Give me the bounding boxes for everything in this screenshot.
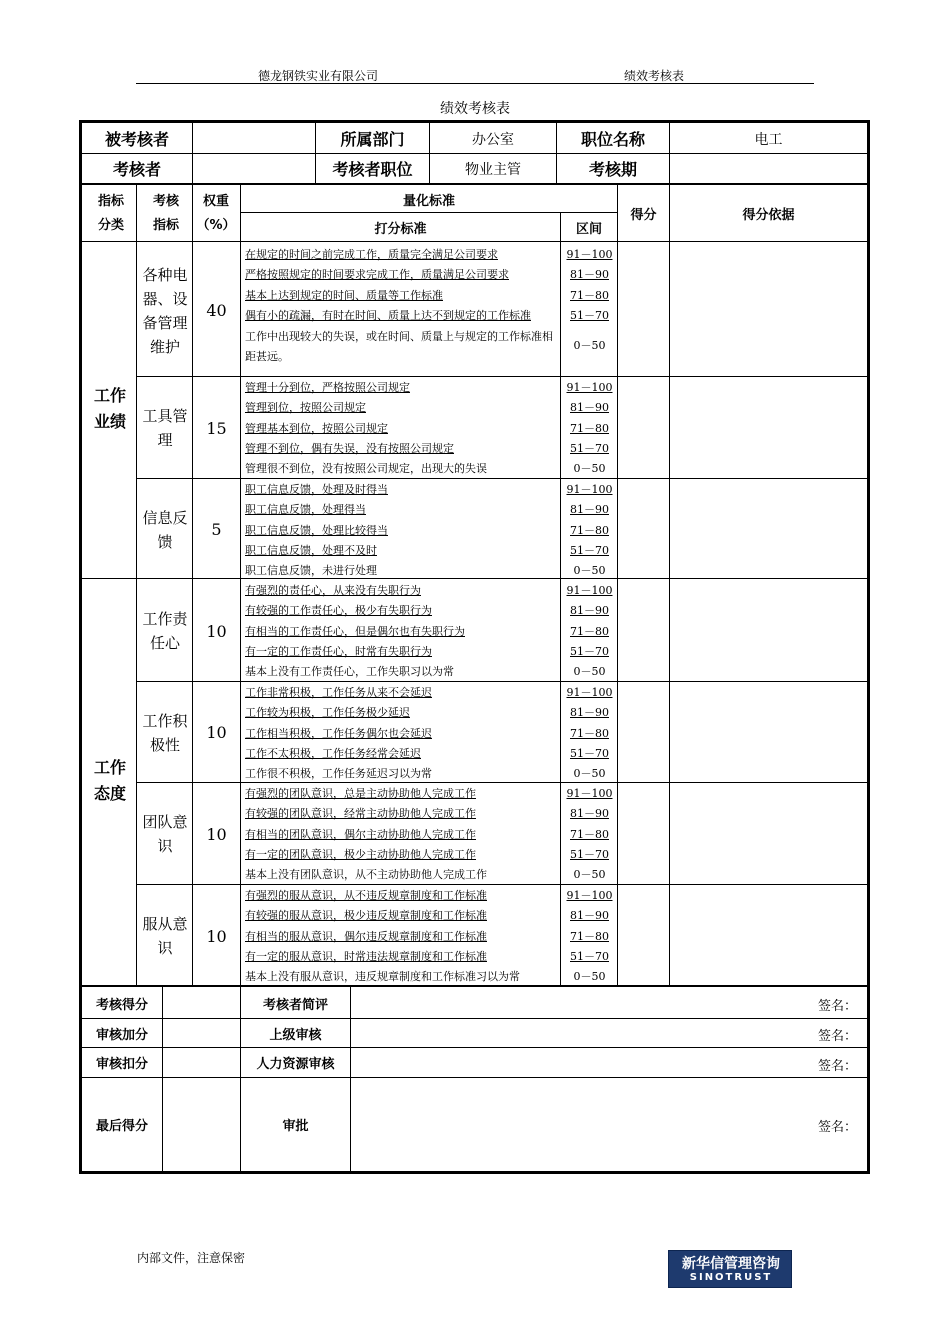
criteria-range: 91－100 — [566, 787, 613, 800]
criteria-range: 51－70 — [570, 308, 609, 322]
indicator-name: 服从意识 — [142, 915, 188, 957]
examiner-position-label: 考核者职位 — [332, 160, 413, 179]
bottom-label-bonus: 审核加分 — [95, 1027, 148, 1043]
indicator-weight: 10 — [206, 621, 227, 641]
indicator-name: 工作责任心 — [142, 610, 188, 652]
bottom-review-approval: 审批 — [282, 1119, 309, 1134]
grid-line — [82, 1018, 867, 1019]
criteria-text: 基本上没有服从意识，违反规章制度和工作标准习以为常 — [245, 970, 520, 984]
grid-line — [240, 185, 241, 985]
examinee-label: 被考核者 — [104, 130, 169, 149]
criteria-range: 51－70 — [570, 847, 609, 861]
logo-chinese-text: 新华信管理咨询 — [682, 1256, 780, 1272]
period-label: 考核期 — [588, 160, 637, 179]
criteria-range: 81－90 — [570, 401, 609, 415]
criteria-range: 0－50 — [573, 868, 606, 882]
header-quant-standard: 量化标准 — [402, 193, 455, 209]
criteria-text: 职工信息反馈，处理得当 — [245, 503, 366, 517]
criteria-range: 71－80 — [570, 827, 609, 841]
criteria-text: 工作不太积极，工作任务经常会延迟 — [245, 746, 421, 760]
criteria-text: 严格按照规定的时间要求完成工作，质量满足公司要求 — [245, 268, 509, 282]
criteria-text: 有较强的团队意识，经常主动协助他人完成工作 — [245, 807, 476, 821]
footer-confidential-note: 内部文件，注意保密 — [137, 1251, 246, 1265]
grid-line — [82, 1047, 867, 1048]
indicator-weight: 10 — [206, 723, 227, 742]
grid-line — [82, 183, 867, 185]
category-performance: 工作业绩 — [93, 386, 126, 431]
criteria-text: 工作很不积极，工作任务延迟习以为常 — [245, 767, 432, 781]
criteria-range: 81－90 — [570, 268, 609, 282]
criteria-range: 91－100 — [566, 381, 613, 394]
criteria-range: 0－50 — [573, 339, 606, 353]
criteria-range: 71－80 — [570, 929, 609, 943]
bottom-label-deduction: 审核扣分 — [95, 1057, 148, 1072]
header-criteria: 打分标准 — [374, 222, 427, 237]
indicator-name: 工作积极性 — [142, 711, 188, 754]
grid-line — [136, 478, 867, 479]
grid-line — [136, 185, 137, 985]
criteria-range: 51－70 — [570, 746, 609, 760]
criteria-text: 有强烈的服从意识，从不违反规章制度和工作标准 — [245, 889, 487, 902]
criteria-text: 职工信息反馈，未进行处理 — [245, 564, 377, 578]
indicator-name: 工具管理 — [142, 407, 188, 449]
grid-line — [136, 884, 867, 885]
criteria-text: 工作较为积极，工作任务极少延迟 — [245, 706, 410, 720]
bottom-label-final: 最后得分 — [95, 1119, 148, 1134]
criteria-text: 有强烈的责任心，从来没有失职行为 — [245, 584, 421, 597]
bottom-label-score: 考核得分 — [95, 997, 148, 1013]
examinee-value[interactable] — [193, 124, 315, 153]
criteria-text: 偶有小的疏漏，有时在时间、质量上达不到规定的工作标准 — [245, 308, 531, 322]
signature-superior[interactable]: 签名： — [818, 1029, 858, 1044]
criteria-text: 管理基本到位，按照公司规定 — [245, 421, 388, 435]
department-label: 所属部门 — [340, 130, 405, 149]
criteria-range: 51－70 — [570, 644, 609, 658]
grid-line — [162, 987, 163, 1171]
criteria-text: 有一定的工作责任心，时常有失职行为 — [245, 644, 432, 658]
indicator-weight: 10 — [206, 824, 227, 844]
period-value[interactable] — [670, 154, 867, 183]
grid-line — [669, 185, 670, 985]
criteria-text: 工作非常积极，工作任务从来不会延迟 — [245, 686, 432, 699]
criteria-range: 0－50 — [573, 564, 606, 578]
criteria-range: 51－70 — [570, 543, 609, 557]
examiner-position-value[interactable]: 物业主管 — [465, 161, 521, 178]
bottom-review-hr: 人力资源审核 — [256, 1057, 335, 1072]
criteria-text: 管理十分到位，严格按照公司规定 — [245, 381, 410, 394]
examiner-label: 考核者 — [112, 160, 161, 179]
indicator-weight: 5 — [211, 520, 222, 539]
grid-line — [82, 241, 867, 242]
criteria-range: 91－100 — [566, 584, 613, 597]
criteria-range: 0－50 — [573, 970, 606, 984]
criteria-range: 51－70 — [570, 441, 609, 455]
criteria-text: 有相当的工作责任心，但是偶尔也有失职行为 — [245, 624, 465, 638]
criteria-range: 0－50 — [573, 767, 606, 781]
header-company: 德龙钢铁实业有限公司 — [258, 69, 379, 83]
grid-line — [136, 376, 867, 377]
header-range: 区间 — [575, 222, 602, 237]
criteria-text: 在规定的时间之前完成工作，质量完全满足公司要求 — [245, 248, 498, 261]
category-attitude: 工作态度 — [93, 758, 126, 803]
criteria-text: 工作中出现较大的失误，或在时间、质量上与规定的工作标准相距甚远。 — [245, 330, 553, 364]
header-weight: 权重（%） — [196, 194, 236, 233]
grid-line — [82, 1077, 867, 1078]
criteria-text: 管理不到位，偶有失误，没有按照公司规定 — [245, 441, 454, 455]
signature-examiner[interactable]: 签名： — [818, 999, 858, 1014]
criteria-text: 职工信息反馈，处理比较得当 — [245, 523, 388, 537]
criteria-range: 0－50 — [573, 462, 606, 476]
header-score: 得分 — [630, 208, 657, 223]
signature-hr[interactable]: 签名： — [818, 1059, 858, 1074]
criteria-range: 81－90 — [570, 503, 609, 517]
criteria-range: 51－70 — [570, 949, 609, 963]
criteria-range: 81－90 — [570, 604, 609, 618]
indicator-name: 各种电器、设备管理维护 — [142, 265, 188, 356]
criteria-text: 有相当的团队意识，偶尔主动协助他人完成工作 — [245, 827, 476, 841]
criteria-range: 81－90 — [570, 807, 609, 821]
criteria-range: 81－90 — [570, 909, 609, 923]
header-rule — [136, 83, 814, 84]
indicator-name: 团队意识 — [142, 813, 188, 855]
sinotrust-logo — [668, 1250, 792, 1288]
criteria-range: 0－50 — [573, 665, 606, 679]
criteria-range: 71－80 — [570, 726, 609, 740]
criteria-range: 91－100 — [566, 483, 613, 496]
document-title: 绩效考核表 — [440, 101, 510, 117]
criteria-text: 职工信息反馈，处理及时得当 — [245, 483, 388, 496]
criteria-range: 71－80 — [570, 624, 609, 638]
header-score-basis: 得分依据 — [742, 208, 795, 223]
criteria-range: 81－90 — [570, 706, 609, 720]
criteria-text: 有相当的服从意识，偶尔违反规章制度和工作标准 — [245, 929, 487, 943]
signature-approval[interactable]: 签名： — [818, 1120, 858, 1135]
indicator-weight: 15 — [206, 418, 227, 438]
grid-line — [136, 782, 867, 783]
indicator-weight: 10 — [206, 926, 227, 946]
criteria-text: 基本上没有团队意识，从不主动协助他人完成工作 — [245, 868, 487, 882]
criteria-text: 基本上没有工作责任心，工作失职习以为常 — [245, 665, 454, 679]
bottom-review-superior: 上级审核 — [269, 1027, 322, 1043]
criteria-range: 71－80 — [570, 421, 609, 435]
header-indicator: 考核指标 — [152, 194, 179, 233]
grid-line — [136, 681, 867, 682]
position-value[interactable]: 电工 — [754, 131, 783, 148]
criteria-text: 管理到位，按照公司规定 — [245, 401, 366, 415]
criteria-range: 71－80 — [570, 523, 609, 537]
logo-english-text: SINOTRUST — [689, 1272, 773, 1283]
criteria-text: 管理很不到位，没有按照公司规定，出现大的失误 — [245, 462, 487, 476]
grid-line — [617, 185, 618, 987]
criteria-text: 基本上达到规定的时间、质量等工作标准 — [245, 288, 443, 302]
bottom-review-examiner: 考核者简评 — [262, 997, 328, 1013]
criteria-text: 有较强的服从意识，极少违反规章制度和工作标准 — [245, 909, 487, 923]
criteria-range: 91－100 — [566, 686, 613, 699]
criteria-range: 91－100 — [566, 889, 613, 902]
criteria-text: 职工信息反馈，处理不及时 — [245, 543, 377, 557]
indicator-name: 信息反馈 — [142, 508, 188, 551]
criteria-text: 有一定的服从意识，时常违法规章制度和工作标准 — [245, 949, 487, 963]
criteria-text: 有较强的工作责任心，极少有失职行为 — [245, 604, 432, 618]
position-label: 职位名称 — [580, 130, 645, 149]
criteria-text: 有强烈的团队意识，总是主动协助他人完成工作 — [245, 787, 476, 800]
grid-line — [560, 212, 561, 987]
header-category: 指标分类 — [97, 194, 124, 233]
criteria-text: 有一定的团队意识，极少主动协助他人完成工作 — [245, 847, 476, 861]
header-doc-type: 绩效考核表 — [624, 69, 685, 83]
department-value[interactable]: 办公室 — [472, 131, 514, 148]
criteria-text: 工作相当积极，工作任务偶尔也会延迟 — [245, 726, 432, 740]
criteria-range: 71－80 — [570, 288, 609, 302]
criteria-range: 91－100 — [566, 248, 613, 261]
indicator-weight: 40 — [206, 301, 227, 320]
examiner-value[interactable] — [193, 154, 315, 183]
grid-line — [350, 987, 351, 1171]
